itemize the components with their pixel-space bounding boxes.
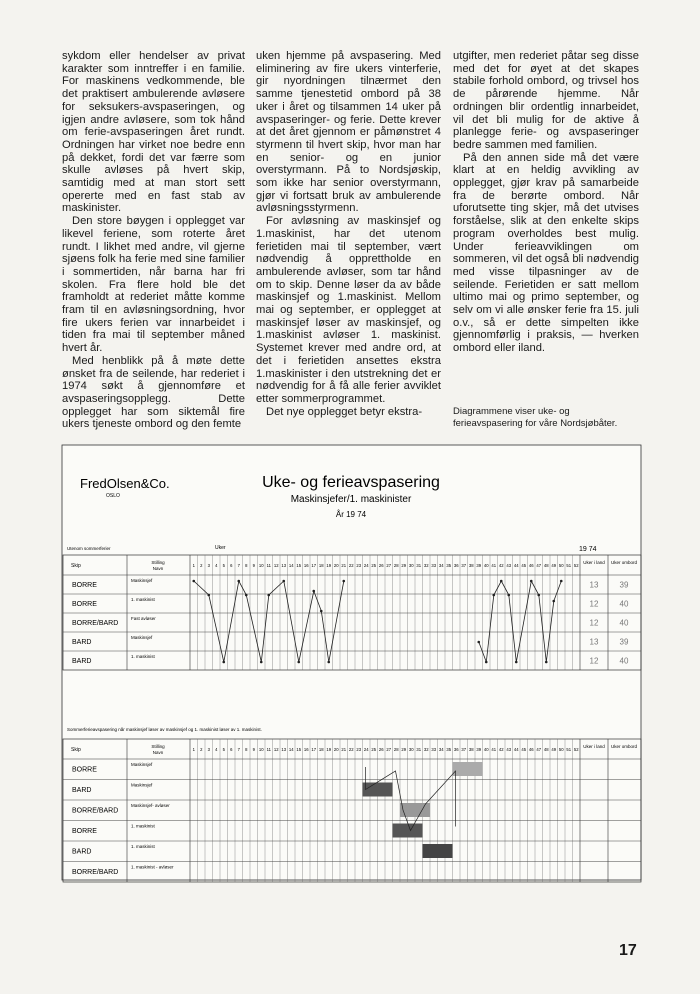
row-ship: BORRE [72,766,97,774]
week-number: 27 [386,563,392,568]
paragraph: Den store bøygen i opplegget var likevel feriene, som roterte året rundt. I likhet med andre, vil gjerne sjøens folk ha ferie med sine familier i sommertiden, når barna har fri skolen. Fra flere hold ble det framholdt at rederiet måtte komme fram til en avløsningsordning, hvor fire ukers ferien var innarbeidet i tiden fra mai til september måned hvert år. [62,215,245,355]
row-ship: BORRE/BARD [72,807,119,815]
week-number: 41 [491,563,497,568]
week-number: 8 [245,747,248,752]
week-number: 35 [446,563,452,568]
rotation-point [552,600,555,603]
week-number: 46 [528,563,534,568]
week-number: 10 [258,747,264,752]
week-number: 46 [528,747,534,752]
row-position: 1. maskinist [131,654,155,659]
rotation-point [282,580,285,583]
week-number: 32 [423,563,429,568]
week-number: 44 [513,563,519,568]
week-number: 33 [431,747,437,752]
week-number: 29 [401,747,407,752]
paragraph: sykdom eller hendelser av privat karakter som inntreffer i en familie. For maskinens vedkommende, ble det praktisert ambulerende avløsere for seksukers-avspaseringen, og igjen andre avløsere, som tok hånd om ferie-avspaseringen året rundt. Ordningen har virket noe bedre enn på dekket, fordi det var færre som skulle avløses på hvert skip, samtidig med at man stort sett opererte med en fast stab av maskinister. [62,50,245,215]
diagram-title: Uke- og ferieavspasering [262,474,440,491]
week-number: 52 [573,747,579,752]
rotation-point [222,661,225,664]
week-number: 16 [303,747,309,752]
week-number: 17 [311,747,317,752]
week-number: 31 [416,747,422,752]
row-position: Maskinsjef [131,762,153,767]
week-number: 20 [333,747,339,752]
week-number: 38 [468,563,474,568]
week-number: 25 [371,747,377,752]
vacation-block [363,783,393,797]
week-number: 38 [468,747,474,752]
week-number: 48 [543,563,549,568]
rotation-point [515,661,518,664]
week-number: 19 [326,747,332,752]
rotation-point [342,580,345,583]
week-number: 3 [207,747,210,752]
row-weeks-land: 12 [589,599,599,609]
row-ship: BORRE [72,828,97,836]
rotation-point [207,594,210,597]
header-position: Stilling [151,744,165,749]
week-number: 12 [273,747,279,752]
row-ship: BARD [72,638,92,646]
week-number: 5 [222,747,225,752]
row-position: Maskinsjef [131,782,153,788]
week-number: 51 [566,747,572,752]
week-number: 33 [431,563,437,568]
rotation-point [260,661,263,664]
week-number: 15 [296,747,302,752]
week-number: 9 [252,747,255,752]
page-number: 17 [619,942,637,959]
week-number: 42 [498,747,504,752]
week-number: 27 [386,747,392,752]
diagram-year: År 19 74 [335,510,367,519]
row-weeks-land: 13 [589,580,599,590]
paragraph: Med henblikk på å møte dette ønsket fra de seilende, har rederiet i 1974 søkt å gjennomføre et avspaseringsopplegg. Dette opplegget har som siktemål fire ukers tjeneste ombord og den femte [62,354,245,431]
week-number: 36 [453,563,459,568]
week-number: 26 [378,747,384,752]
week-number: 13 [281,563,287,568]
week-number: 36 [453,747,459,752]
week-number: 11 [266,563,271,568]
week-number: 18 [318,747,324,752]
row-ship: BARD [72,787,92,795]
week-number: 21 [341,747,347,752]
week-number: 22 [348,563,354,568]
week-number: 9 [252,563,255,568]
week-number: 20 [333,563,339,568]
week-number: 19 [326,563,332,568]
weeks-label: Uker [215,545,226,551]
row-position: 1. maskinist - avløser [131,864,174,870]
week-number: 17 [311,563,317,568]
paragraph: Det nye opplegget betyr ekstra- [266,405,423,418]
header-name: Navn [152,750,164,755]
row-weeks-land: 13 [589,637,599,647]
week-number: 48 [543,747,549,752]
rotation-point [560,580,563,583]
rotation-point [267,594,270,597]
rotation-point [485,661,488,664]
week-number: 30 [408,747,414,752]
rotation-point [312,590,315,593]
week-number: 35 [446,747,452,752]
week-number: 29 [401,563,407,568]
week-number: 50 [558,563,564,568]
vacation-block [453,762,483,776]
row-weeks-board: 39 [619,637,629,647]
week-number: 49 [551,747,557,752]
week-number: 10 [258,563,264,568]
upper-section-label: Utenom sommerferier [67,546,111,551]
week-number: 22 [348,747,354,752]
week-number: 39 [476,747,482,752]
row-weeks-board: 40 [619,618,629,628]
week-number: 7 [237,747,240,752]
row-ship: BORRE/BARD [72,869,119,877]
row-weeks-land: 12 [589,656,599,666]
week-number: 39 [476,563,482,568]
week-number: 14 [288,747,294,752]
week-number: 23 [356,747,362,752]
row-ship: BORRE/BARD [72,619,119,627]
rotation-point [320,610,323,613]
week-number: 50 [558,747,564,752]
row-position: Maskinsjef- avløser [131,803,170,808]
rotation-point [477,641,480,644]
figure-caption: Diagrammene viser uke- og ferieavspasering for våre Nordsjøbåter. [453,406,618,429]
header-ship: Skip [71,563,81,569]
header-board: Uker ombord [610,744,638,749]
week-number: 25 [371,563,377,568]
week-number: 2 [200,563,203,568]
row-weeks-land: 12 [589,618,599,628]
week-number: 5 [222,563,225,568]
week-number: 4 [215,747,218,752]
week-number: 13 [281,747,287,752]
rotation-point [537,594,540,597]
rotation-point [500,580,503,583]
company-logo-sub: OSLO [106,493,120,499]
week-number: 37 [461,563,467,568]
week-number: 52 [573,563,579,568]
week-number: 45 [521,747,527,752]
paragraph: utgifter, men rederiet påtar seg disse med det for øyet at det skapes stabile forhold ombord, og trivsel hos de pårørende hjemme. Når ordningen blir ordentlig innarbeidet, vil det bli mulig for de aktive å planlegge ferie- og avspaseringer bedre sammen med familien. [453,50,639,151]
week-number: 16 [303,563,309,568]
week-number: 47 [536,563,542,568]
week-number: 37 [461,747,467,752]
week-number: 49 [551,563,557,568]
row-position: 1. maskinist [131,823,155,829]
week-number: 28 [393,563,399,568]
week-number: 51 [566,563,572,568]
rotation-point [507,594,510,597]
week-number: 14 [288,563,294,568]
week-number: 47 [536,747,542,752]
row-position: Maskinsjef [131,635,153,640]
row-ship: BORRE [72,581,97,589]
week-number: 1 [192,563,195,568]
week-number: 3 [207,563,210,568]
header-land: Uker i land [583,744,605,749]
row-position: Fast avløser [131,616,156,621]
paragraph: For avløsning av maskinsjef og 1.maskinist, har det utenom ferietiden mai til september, vært nødvendig å opprettholde en ambulerende avløser, som tar hånd om to skip. Denne løser da av både maskinsjef og 1.maskinist. Mellom mai og september, er opplegget at maskinsjef løser av maskinsjef, og 1.maskinist avløser 1. maskinist. Systemet krever med andre ord, at det i ferietiden ansettes ekstra 1.maskinister i den utstrekning det er nødvendig for å få alle ferier avviklet etter sommerprogrammet. [256,215,441,405]
header-position: Stilling [151,560,165,565]
week-number: 45 [521,563,527,568]
week-number: 11 [266,747,271,752]
rotation-point [327,661,330,664]
company-logo: FredOlsen&Co. [80,476,170,491]
rotation-point [192,580,195,583]
header-board: Uker ombord [610,560,638,565]
row-ship: BARD [72,848,92,856]
week-number: 1 [192,747,195,752]
row-weeks-board: 40 [619,599,629,609]
week-number: 26 [378,563,384,568]
week-number: 6 [230,563,233,568]
week-number: 32 [423,747,429,752]
row-weeks-board: 39 [619,580,629,590]
week-number: 21 [341,563,347,568]
paragraph: På den annen side må det være klart at en heldig avvikling av opplegget, gjør krav på samarbeide fra de berørte ombord. Når uforutsette ting skjer, må det utvises forståelse, slik at den enkelte skips program overholdes best mulig. Under ferieavviklingen om sommeren, vil det også bli nødvendig med visse tilpasninger av de seilende. Ferietiden er satt mellom ultimo mai og primo september, og selv om vi alle ønsker ferie fra 15. juli o.v., så er dette simpelten ikke gjennomførlig i praksis, — hverken ombord eller iland. [453,151,639,355]
week-number: 40 [483,563,489,568]
row-position: Maskinsjef [131,578,153,583]
header-land: Uker i land [583,560,605,565]
week-number: 6 [230,747,233,752]
week-number: 34 [438,563,444,568]
week-number: 12 [273,563,279,568]
week-number: 24 [363,747,369,752]
row-ship: BARD [72,657,92,665]
header-name: Navn [152,566,164,571]
week-number: 23 [356,563,362,568]
year-right-label: 19 74 [579,546,597,553]
vacation-block [423,844,453,858]
row-position: 1. maskinist [131,597,155,602]
week-number: 7 [237,563,240,568]
week-number: 43 [506,747,512,752]
row-position: 1. maskinist [131,844,155,849]
paragraph: uken hjemme på avspasering. Med eliminering av fire ukers vinterferie, gir nyordningen tilnærmet den samme tjenestetid ombord på 38 uker i året og tilsammen 14 uker på avspaseringer- og ferie. Dette krever at det året gjennom er påmønstret 4 styrmenn til hvert skip, hvor man har en senior- og en junior overstyrmann. På to Nordsjøskip, som ikke har senior overstyrmann, gjør vi fortsatt bruk av ambulerende avløsningsstyrmenn. [256,50,441,215]
week-number: 4 [215,563,218,568]
rotation-point [297,661,300,664]
rotation-point [492,594,495,597]
row-weeks-board: 40 [619,656,629,666]
diagram-subtitle: Maskinsjefer/1. maskinister [290,494,412,505]
week-number: 43 [506,563,512,568]
week-number: 34 [438,747,444,752]
week-number: 44 [513,747,519,752]
week-number: 2 [200,747,203,752]
rotation-point [530,580,533,583]
header-ship: Skip [71,747,81,753]
week-number: 31 [416,563,422,568]
week-number: 28 [393,747,399,752]
rotation-point [245,594,248,597]
lower-section-label: Sommerferieavspasering når maskinsjef løser av maskinsjef og 1. maskinist løser av 1. maskinist. [67,727,262,732]
week-number: 42 [498,563,504,568]
rotation-point [545,661,548,664]
week-number: 18 [318,563,324,568]
rotation-point [237,580,240,583]
week-number: 8 [245,563,248,568]
week-number: 30 [408,563,414,568]
week-number: 24 [363,563,369,568]
week-number: 41 [491,747,497,752]
week-number: 40 [483,747,489,752]
week-number: 15 [296,563,302,568]
row-ship: BORRE [72,600,97,608]
vacation-block [393,824,423,838]
